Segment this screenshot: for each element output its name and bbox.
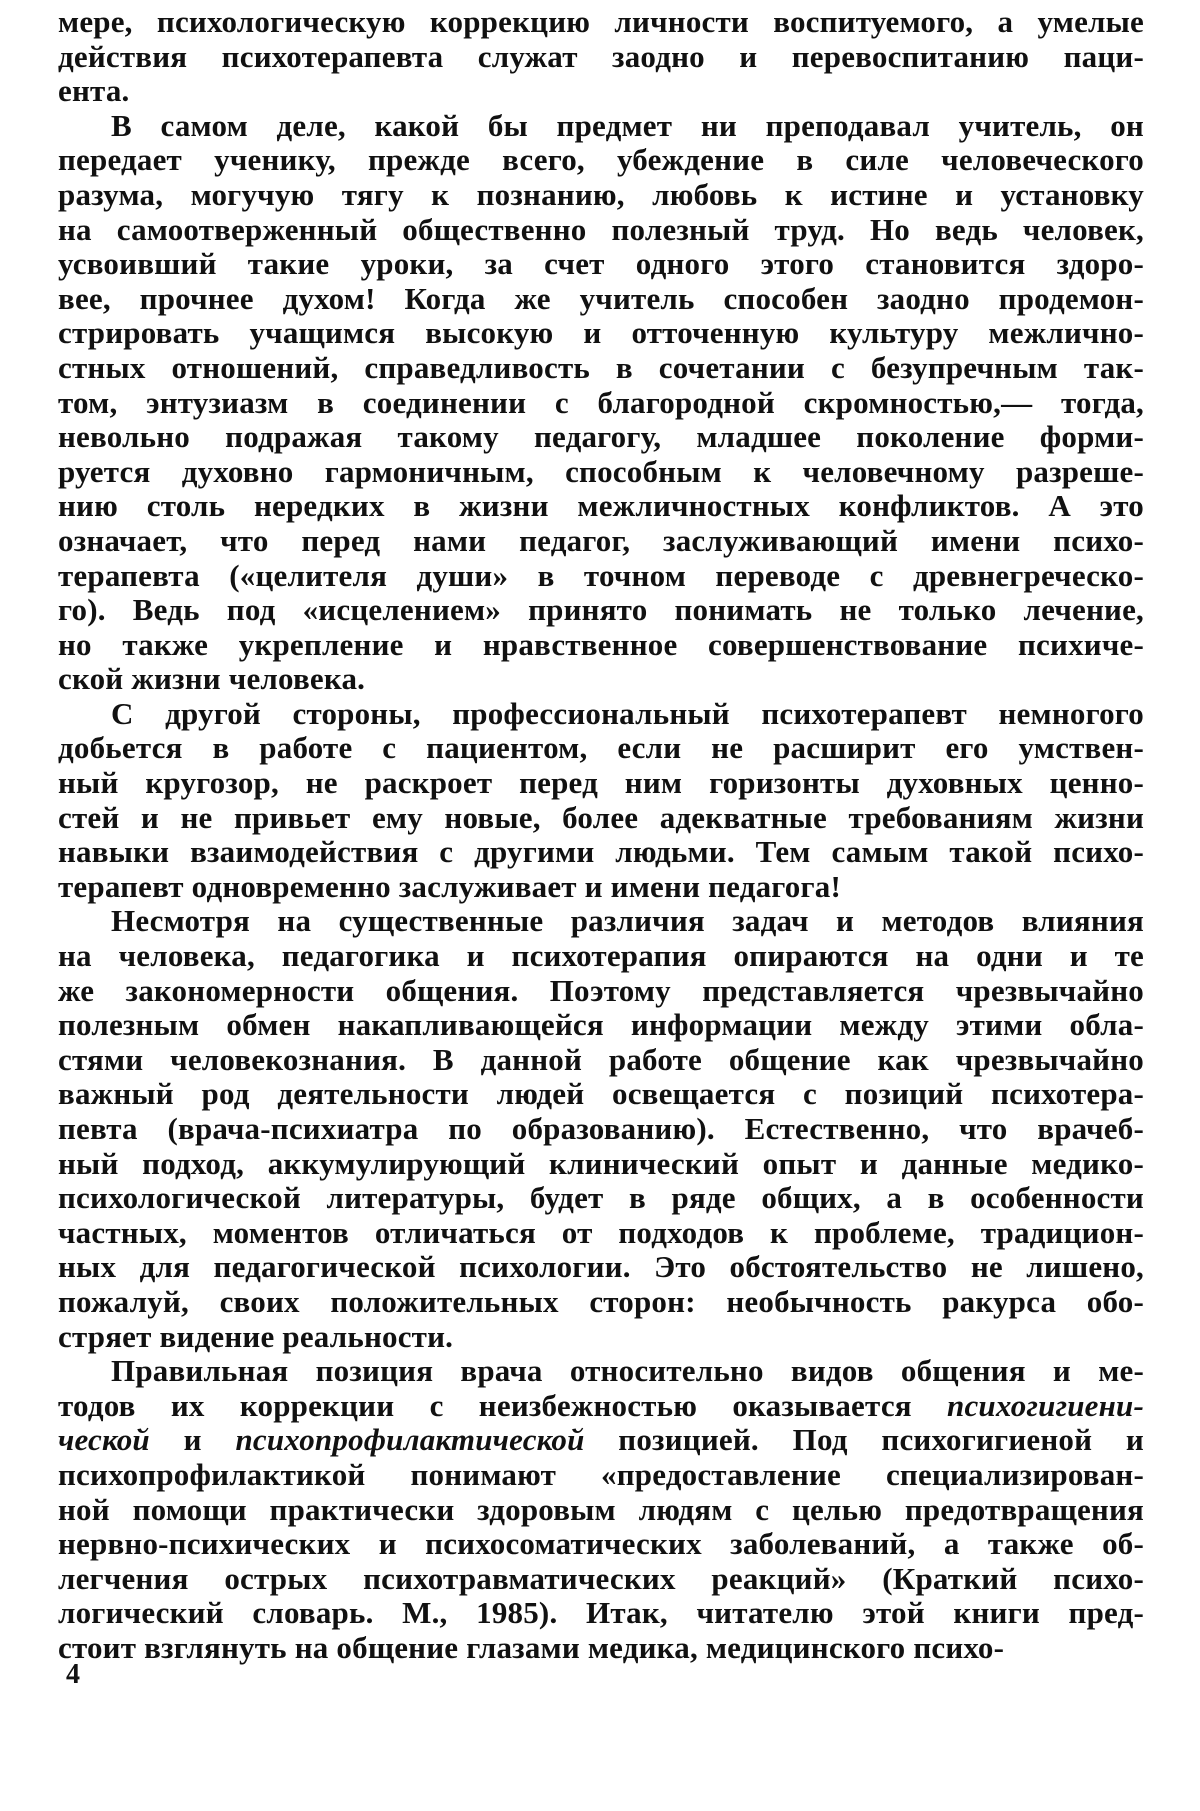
paragraph	[58, 1354, 1144, 1665]
text-line: усвоивший такие уроки, за счет одного этого становится здоро-	[58, 246, 1144, 282]
text-line: С другой стороны, профессиональный психотерапевт немногого	[111, 695, 1144, 731]
text-line: том, энтузиазм в соединении с благородной скромностью,— тогда,	[58, 384, 1144, 420]
italic-term: ческой	[58, 1422, 150, 1458]
text-line: ческой и психопрофилактической позицией. Под психогигиеной и	[58, 1422, 1144, 1458]
text-line: ных для педагогической психологии. Это обстоятельство не лишено,	[58, 1249, 1144, 1285]
paragraph	[58, 697, 1144, 905]
text-line: же закономерности общения. Поэтому представляется чрезвычайно	[58, 972, 1144, 1008]
text-line: руется духовно гармоничным, способным к человечному разреше-	[58, 453, 1144, 489]
text-line: мере, психологическую коррекцию личности воспитуемого, а умелые	[58, 4, 1144, 39]
text-line: ный подход, аккумулирующий клинический опыт и данные медико-	[58, 1145, 1144, 1181]
text-line: на самоотверженный общественно полезный труд. Но ведь человек,	[58, 211, 1144, 247]
text-line: но также укрепление и нравственное совершенствование психиче-	[58, 626, 1144, 662]
paragraph	[58, 904, 1144, 1354]
text-line: навыки взаимодействия с другими людьми. Тем самым такой психо-	[58, 834, 1144, 870]
text-line: нервно-психических и психосоматических заболеваний, а также об-	[58, 1526, 1144, 1562]
text-line: логический словарь. М., 1985). Итак, читателю этой книги пред-	[58, 1595, 1144, 1631]
text-line: стряет видение реальности.	[58, 1318, 454, 1354]
text-line: ный кругозор, не раскроет перед ним горизонты духовных ценно-	[58, 765, 1144, 801]
text-line: терапевт одновременно заслуживает и имени педагога!	[58, 868, 841, 904]
text-line: го). Ведь под «исцелением» принято понимать не только лечение,	[58, 592, 1144, 628]
paragraph	[58, 109, 1144, 697]
paragraph	[58, 5, 1144, 109]
text-line: стрировать учащимся высокую и отточенную культуру межлично-	[58, 315, 1144, 351]
text-line: невольно подражая такому педагогу, младшее поколение форми-	[58, 419, 1144, 455]
text-line: стей и не привьет ему новые, более адекватные требованиям жизни	[58, 799, 1144, 835]
text-line: действия психотерапевта служат заодно и перевоспитанию паци-	[58, 38, 1144, 74]
text-line: полезным обмен накапливающейся информации между этими обла-	[58, 1007, 1144, 1043]
text-line: частных, моментов отличаться от подходов к проблеме, традицион-	[58, 1214, 1144, 1250]
text-line: психологической литературы, будет в ряде общих, а в особенности	[58, 1180, 1144, 1216]
text-line: ной помощи практически здоровым людям с целью предотвращения	[58, 1491, 1144, 1527]
text-line: стных отношений, справедливость в сочетании с безупречным так-	[58, 349, 1144, 385]
text-line: означает, что перед нами педагог, заслуживающий имени психо-	[58, 522, 1144, 558]
text-line: нию столь нередких в жизни межличностных конфликтов. А это	[58, 488, 1144, 524]
text-line: ента.	[58, 73, 130, 109]
text-line: важный род деятельности людей освещается с позиций психотера-	[58, 1076, 1144, 1112]
text-line: разума, могучую тягу к познанию, любовь к истине и установку	[58, 176, 1144, 212]
text-line: вее, прочнее духом! Когда же учитель способен заодно продемон-	[58, 280, 1144, 316]
text-line: передает ученику, прежде всего, убеждение в силе человеческого	[58, 142, 1144, 178]
text-line: певта (врача-психиатра по образованию). Естественно, что врачеб-	[58, 1111, 1144, 1146]
page-number: 4	[66, 1659, 80, 1690]
text-line: психопрофилактикой понимают «предоставление специализирован-	[58, 1456, 1144, 1492]
text-line: стями человекознания. В данной работе общение как чрезвычайно	[58, 1041, 1144, 1077]
text-line: легчения острых психотравматических реакций» (Краткий психо-	[58, 1560, 1144, 1596]
text-line: пожалуй, своих положительных сторон: необычность ракурса обо-	[58, 1283, 1144, 1319]
text-line: на человека, педагогика и психотерапия опираются на одни и те	[58, 938, 1144, 974]
text-line: добьется в работе с пациентом, если не расширит его умствен-	[58, 730, 1144, 766]
text-line: терапевта («целителя души» в точном переводе с древнегреческо-	[58, 557, 1144, 593]
italic-term: психогигиени-	[947, 1387, 1144, 1423]
page-body	[58, 5, 1144, 1666]
text-line: тодов их коррекции с неизбежностью оказывается психогигиени-	[58, 1387, 1144, 1423]
text-line: Несмотря на существенные различия задач и методов влияния	[111, 903, 1144, 939]
text-line: В самом деле, какой бы предмет ни преподавал учитель, он	[111, 107, 1144, 143]
italic-term: психопрофилактической	[235, 1422, 585, 1458]
text-line: Правильная позиция врача относительно видов общения и ме-	[111, 1353, 1144, 1389]
text-line: ской жизни человека.	[58, 661, 366, 697]
text-line: стоит взглянуть на общение глазами медика, медицинского психо-	[58, 1629, 1005, 1665]
